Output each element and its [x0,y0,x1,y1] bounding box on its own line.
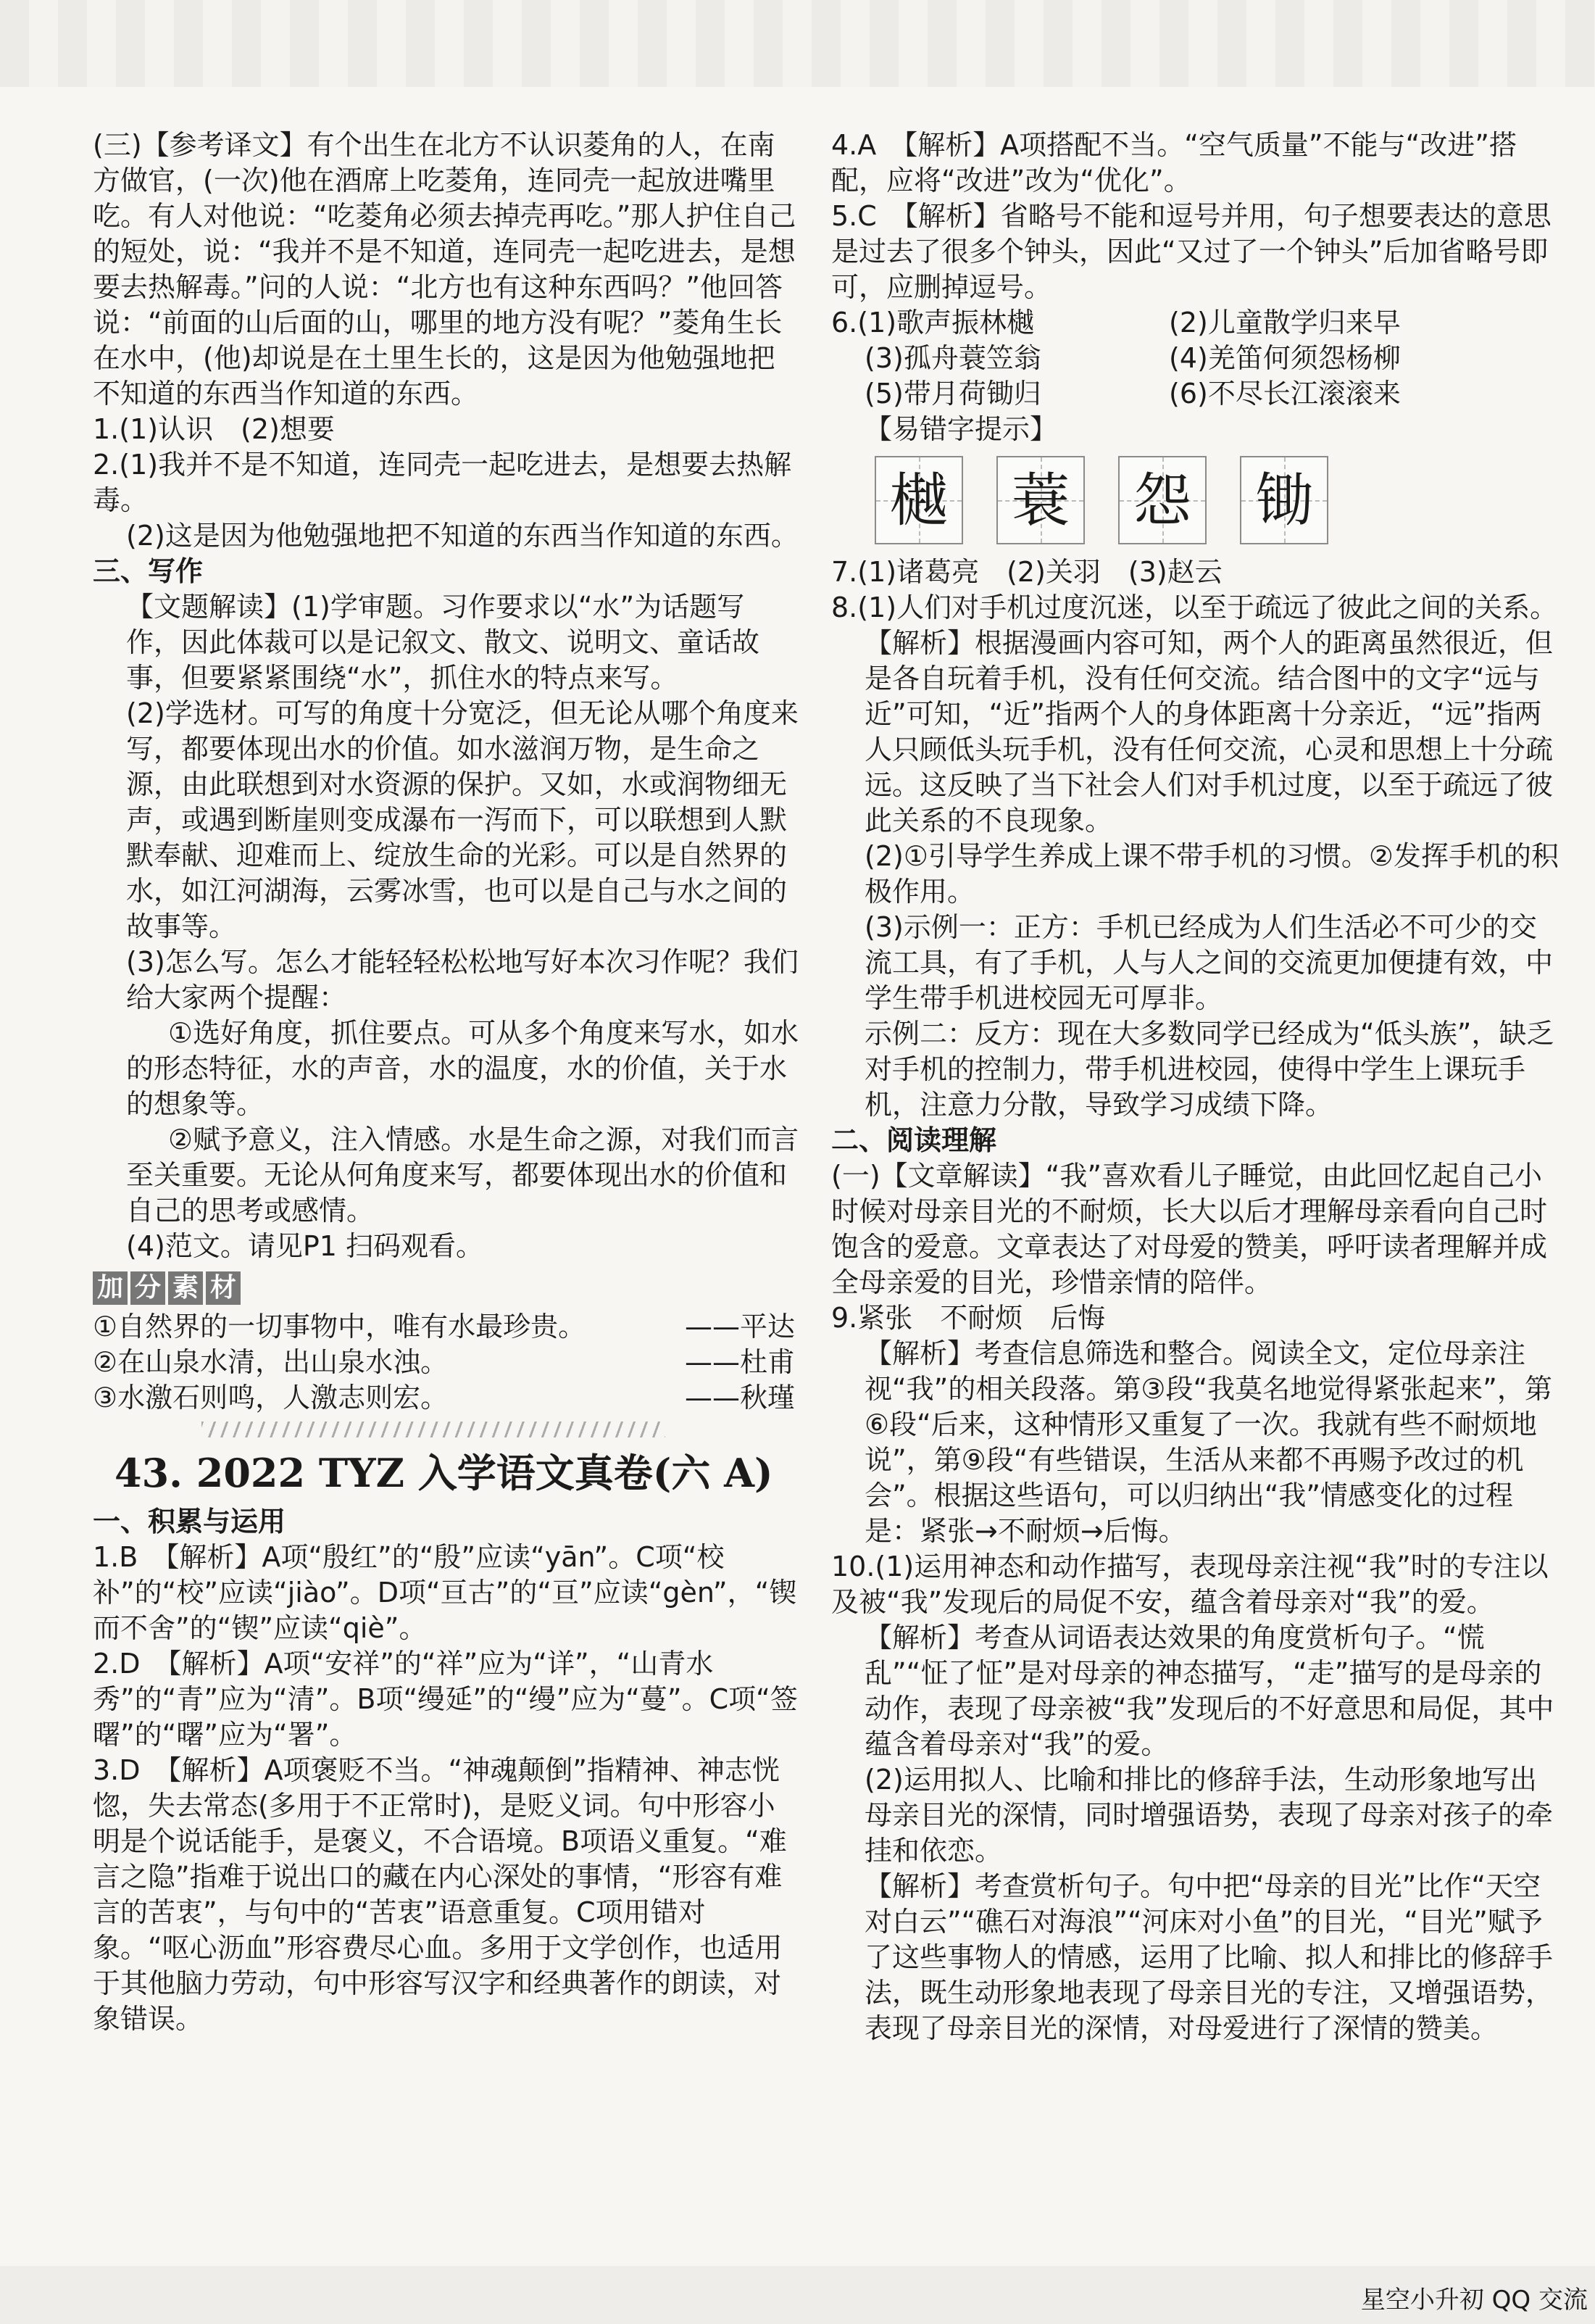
answer-a7: 7.(1)诸葛亮 (2)关羽 (3)赵云 [831,556,1223,588]
answer-a3: 3.D 【解析】A项褒贬不当。“神魂颠倒”指精神、神志恍惚，失去常态(多用于不正常时)，是贬义词。句中形容小明是个说话能手，是褒义，不合语境。B项语义重复。“难言之隐”指难于说出口的藏在内心深处的事情，“形容有难言的苦衷”，与句中的“苦衷”语意重复。C项用错对象。“呕心沥血”形容费尽心血。多用于文学创作，也适用于其他脑力劳动，句中形容写汉字和经典著作的朗读，对象错误。 [93,1754,787,2035]
answer-a10b: 【解析】考查从词语表达效果的角度赏析句子。“慌乱”“怔了怔”是对母亲的神态描写，“走”描写的是母亲的动作，表现了母亲被“我”发现后的不好意思和局促，其中蕴含着母亲对“我”的爱。 [865,1622,1554,1760]
section-reading-heading: 二、阅读理解 [831,1124,997,1156]
writing-topic-analysis: 【文题解读】(1)学审题。习作要求以“水”为话题写作，因此体裁可以是记叙文、散文、说明文、童话故事，但要紧紧围绕“水”，抓住水的特点来写。 [126,591,760,694]
answer-a8d: (3)示例一：正方：手机已经成为人们生活必不可少的交流工具，有了手机，人与人之间的交流更加便捷有效，中学生带手机进校园无可厚非。 [865,911,1554,1014]
answer-a10a: 10.(1)运用神态和动作描写，表现母亲注视“我”时的专注以及被“我”发现后的局促不安，蕴含着母亲对“我”的爱。 [831,1551,1549,1618]
answer-a4: 4.A 【解析】A项搭配不当。“空气质量”不能与“改进”搭配，应将“改进”改为“优化”。 [831,129,1517,196]
answer-2a: 2.(1)我并不是不知道，连同壳一起吃进去，是想要去热解毒。 [93,449,792,516]
writing-how-to: (3)怎么写。怎么才能轻轻松松地写好本次习作呢？我们给大家两个提醒： [126,946,799,1013]
section-accumulation-heading: 一、积累与运用 [93,1506,286,1537]
bonus-material-badge: 加 分 素 材 [93,1271,241,1305]
right-column [831,128,1559,2046]
tip-char-box: 锄 [1240,456,1328,544]
section-writing-heading: 三、写作 [93,555,204,587]
footer-label: 星空小升初 QQ 交流 [1360,2286,1588,2315]
section-divider [201,1422,665,1437]
answer-a8c: (2)①引导学生养成上课不带手机的习惯。②发挥手机的积极作用。 [865,840,1559,908]
quote-row: ②在山泉水清，出山泉水浊。 ——杜甫 [93,1346,795,1378]
answer-a2: 2.D 【解析】A项“安祥”的“祥”应为“详”，“山青水秀”的“青”应为“清”。B项“缦延”的“缦”应为“蔓”。C项“签曙”的“曙”应为“署”。 [93,1648,798,1751]
writing-tip-1: ①选好角度，抓住要点。可从多个角度来写水，如水的形态特征，水的声音，水的温度，水的价值，关于水的想象等。 [126,1017,799,1120]
typo-tip-label: 【易错字提示】 [865,413,1058,445]
answer-a1: 1.B 【解析】A项“殷红”的“殷”应读“yān”。C项“校补”的“校”应读“jiào”。D项“亘古”的“亘”应读“gèn”，“锲而不舍”的“锲”应读“qiè”。 [93,1541,797,1644]
writing-sample: (4)范文。请见P1 扫码观看。 [126,1230,483,1262]
tip-char-box: 蓑 [996,456,1085,544]
page-header-band [0,0,1595,87]
answer-a10d: 【解析】考查赏析句子。句中把“母亲的目光”比作“天空对白云”“礁石对海浪”“河床对小鱼”的目光，“目光”赋予了这些事物人的情感，运用了比喻、拟人和排比的修辞手法，既生动形象地表现了母亲目光的专注，又增强语势，表现了母亲目光的深情，对母爱进行了深情的赞美。 [865,1870,1554,2044]
answer-a9a: 9.紧张 不耐烦 后悔 [831,1302,1106,1334]
exam-title: 43. 2022 TYZ 入学语文真卷(六 A) [114,1450,773,1496]
left-column [93,128,799,2037]
answer-a8a: 8.(1)人们对手机过度沉迷，以至于疏远了彼此之间的关系。 [831,592,1558,623]
answer-a6-row1: 6.(1)歌声振林樾 (2)儿童散学归来早 [831,307,1401,339]
answer-a5: 5.C 【解析】省略号不能和逗号并用，句子想要表达的意思是过去了很多个钟头，因此“又过了一个钟头”后加省略号即可，应删掉逗号。 [831,200,1552,303]
answer-a10c: (2)运用拟人、比喻和排比的修辞手法，生动形象地写出母亲目光的深情，同时增强语势，表现了母亲对孩子的牵挂和依恋。 [865,1764,1554,1867]
tip-char-box: 怨 [1118,456,1207,544]
answer-a8b: 【解析】根据漫画内容可知，两个人的距离虽然很近，但是各自玩着手机，没有任何交流。结合图中的文字“远与近”可知，“近”指两个人的身体距离十分亲近，“远”指两人只顾低头玩手机，没有任何交流，心灵和思想上十分疏远。这反映了当下社会人们对手机过度，以至于疏远了彼此关系的不良现象。 [865,627,1554,837]
writing-material-selection: (2)学选材。可写的角度十分宽泛，但无论从哪个角度来写，都要体现出水的价值。如水滋润万物，是生命之源，由此联想到对水资源的保护。又如，水或润物细无声，或遇到断崖则变成瀑布一泻而下，可以联想到人默默奉献、迎难而上、绽放生命的光彩。可以是自然界的水，如江河湖海，云雾冰雪，也可以是自己与水之间的故事等。 [126,697,799,942]
answer-a9b: 【解析】考查信息筛选和整合。阅读全文，定位母亲注视“我”的相关段落。第③段“我莫名地觉得紧张起来”，第⑥段“后来，这种情形又重复了一次。我就有些不耐烦地说”，第⑨段“有些错误，生活从来都不再赐予改过的机会”。根据这些语句，可以归纳出“我”情感变化的过程是：紧张→不耐烦→后悔。 [865,1337,1552,1547]
typo-tip-characters [831,456,1559,544]
translation-paragraph: (三)【参考译文】有个出生在北方不认识菱角的人，在南方做官，(一次)他在酒席上吃菱角，连同壳一起放进嘴里吃。有人对他说：“吃菱角必须去掉壳再吃。”那人护住自己的短处，说：“我并不是不知道，连同壳一起吃进去，是想要去热解毒。”问的人说：“北方也有这种东西吗？”他回答说：“前面的山后面的山，哪里的地方没有呢？”菱角生长在水中，(他)却说是在土里生长的，这是因为他勉强地把不知道的东西当作知道的东西。 [93,129,796,410]
answer-a6-row3: (5)带月荷锄归 (6)不尽长江滚滚来 [865,378,1401,410]
answer-a8e: 示例二：反方：现在大多数同学已经成为“低头族”，缺乏对手机的控制力，带手机进校园，使得中学生上课玩手机，注意力分散，导致学习成绩下降。 [865,1018,1554,1121]
page-bottom-band [0,2266,1595,2324]
answer-2b: (2)这是因为他勉强地把不知道的东西当作知道的东西。 [126,520,799,552]
answer-a6-row2: (3)孤舟蓑笠翁 (4)羌笛何须怨杨柳 [865,342,1401,374]
answer-1: 1.(1)认识 (2)想要 [93,413,335,445]
quote-row: ①自然界的一切事物中，唯有水最珍贵。 ——平达 [93,1311,795,1342]
quote-row: ③水激石则鸣，人激志则宏。 ——秋瑾 [93,1382,795,1414]
tip-char-box: 樾 [875,456,963,544]
writing-tip-2: ②赋予意义，注入情感。水是生命之源，对我们而言至关重要。无论从何角度来写，都要体现出水的价值和自己的思考或感情。 [126,1124,799,1227]
reading-intro: (一)【文章解读】“我”喜欢看儿子睡觉，由此回忆起自己小时候对母亲目光的不耐烦，长大以后才理解母亲看向自己时饱含的爱意。文章表达了对母爱的赞美，呼吁读者理解并成全母亲爱的目光，珍惜亲情的陪伴。 [831,1160,1548,1298]
